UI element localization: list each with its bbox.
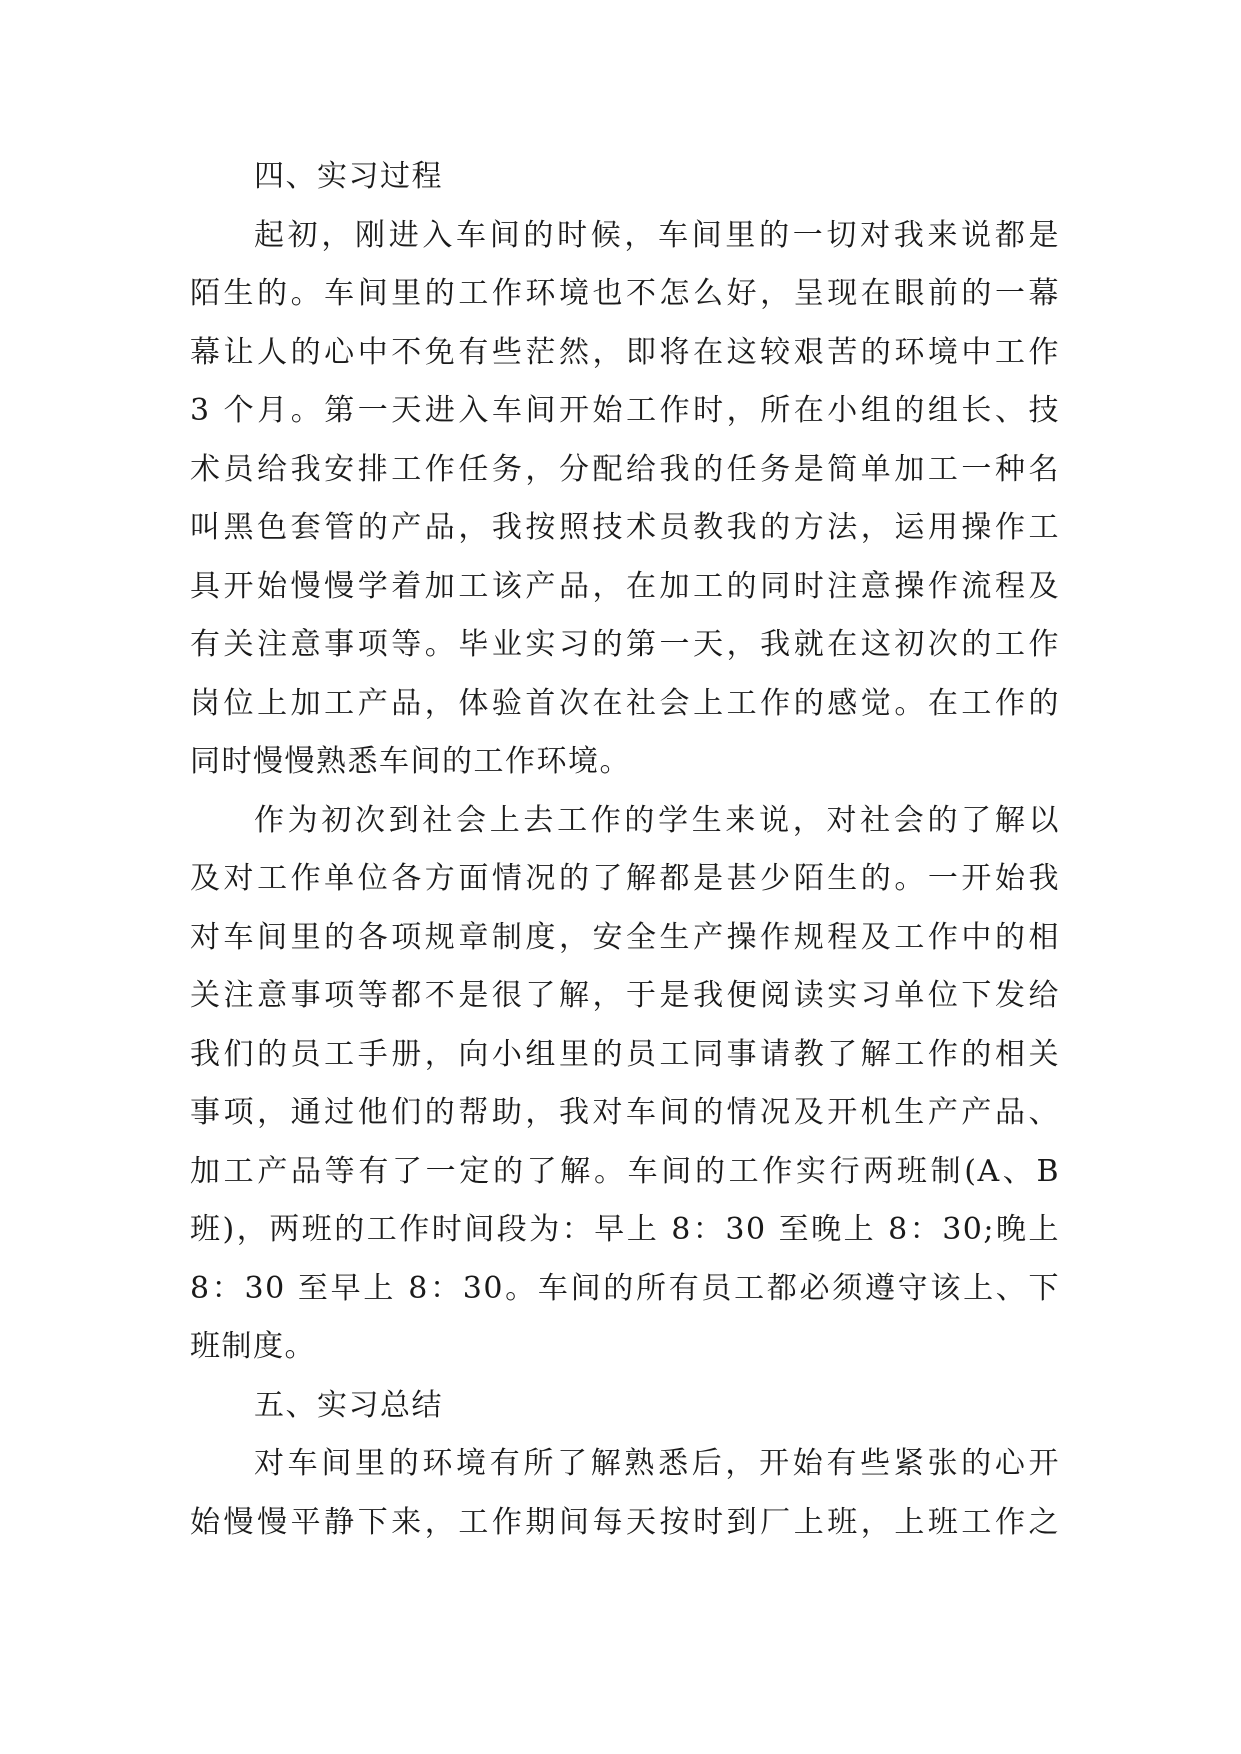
text-line: 岗位上加工产品，体验首次在社会上工作的感觉。在工作的 [190,685,1060,721]
text-line: 陌生的。车间里的工作环境也不怎么好，呈现在眼前的一幕 [190,276,1060,311]
text-line: 始慢慢平静下来，工作期间每天按时到厂上班，上班工作之 [190,1504,1060,1540]
text-line: 作为初次到社会上去工作的学生来说，对社会的了解以 [254,802,1060,838]
text-line: 8：30 至早上 8：30。车间的所有员工都必须遵守该上、下 [190,1270,1060,1306]
section-heading-process: 四、实习过程 [254,159,443,194]
text-line: 幕让人的心中不免有些茫然，即将在这较艰苦的环境中工作 [190,334,1060,370]
text-line: 及对工作单位各方面情况的了解都是甚少陌生的。一开始我 [190,861,1060,896]
text-line: 对车间里的各项规章制度，安全生产操作规程及工作中的相 [190,919,1060,955]
section-heading-summary: 五、实习总结 [254,1387,443,1423]
text-line: 加工产品等有了一定的了解。车间的工作实行两班制(A、B [190,1153,1060,1189]
text-line: 叫黑色套管的产品，我按照技术员教我的方法，运用操作工 [190,510,1060,545]
text-line: 事项，通过他们的帮助，我对车间的情况及开机生产产品、 [190,1095,1060,1130]
text-line: 班)，两班的工作时间段为：早上 8：30 至晚上 8：30;晚上 [190,1212,1060,1247]
paragraph-process-2 [190,792,1060,1377]
text-line: 关注意事项等都不是很了解，于是我便阅读实习单位下发给 [190,978,1060,1013]
text-line: 班制度。 [190,1329,316,1364]
text-line: 起初，刚进入车间的时候，车间里的一切对我来说都是 [254,217,1060,253]
paragraph-summary-1 [190,1435,1060,1552]
text-line: 对车间里的环境有所了解熟悉后，开始有些紧张的心开 [254,1446,1060,1481]
text-line: 有关注意事项等。毕业实习的第一天，我就在这初次的工作 [190,627,1060,662]
text-line: 术员给我安排工作任务，分配给我的任务是简单加工一种名 [190,451,1060,487]
paragraph-process-1 [190,207,1060,792]
text-line: 同时慢慢熟悉车间的工作环境。 [190,744,631,779]
text-line: 我们的员工手册，向小组里的员工同事请教了解工作的相关 [190,1036,1060,1072]
document-body [190,148,1060,1552]
text-line: 具开始慢慢学着加工该产品，在加工的同时注意操作流程及 [190,568,1060,604]
text-line: 3 个月。第一天进入车间开始工作时，所在小组的组长、技 [190,393,1060,428]
